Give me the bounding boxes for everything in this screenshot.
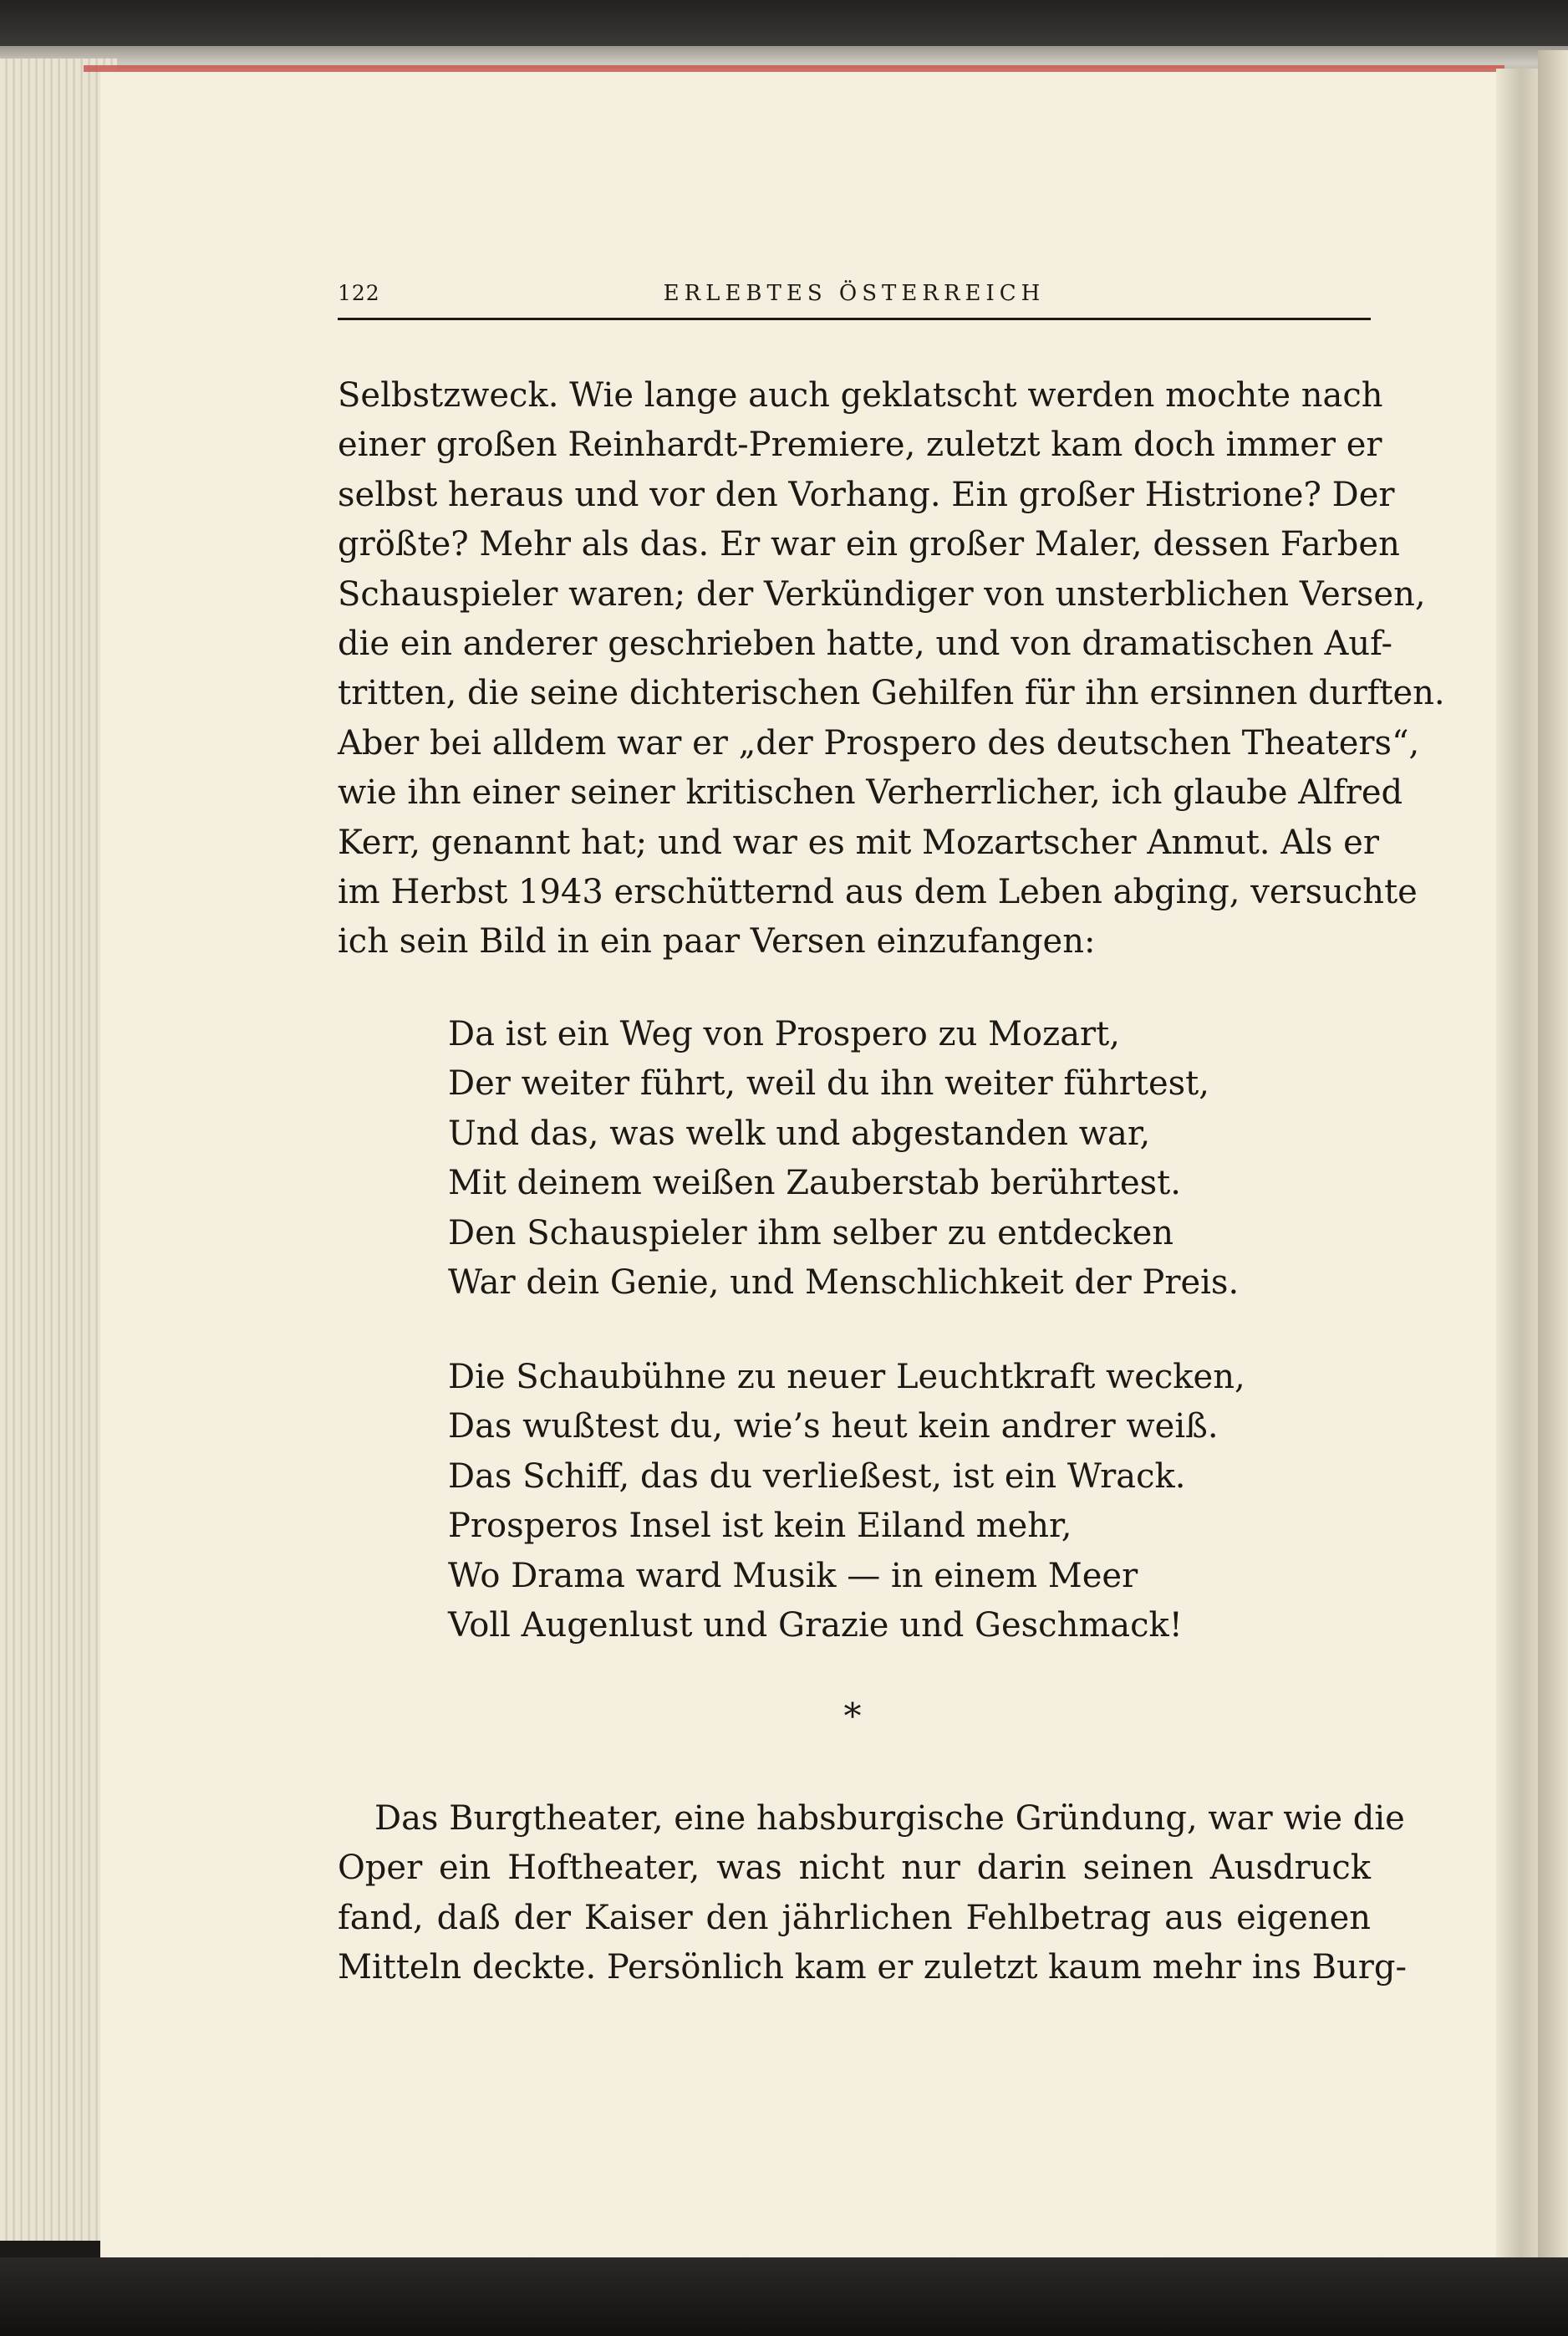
verse-line: Das wußtest du, wie’s heut kein andrer weiß. [448,1407,1219,1446]
text-line: Schauspieler waren; der Verkündiger von unsterblichen Versen, [338,574,1426,614]
text-line: Selbstzweck. Wie lange auch geklatscht werden mochte nach [338,376,1383,415]
red-page-edge [84,65,1504,72]
scan-background-bottom [0,2257,1568,2336]
verse-line: Wo Drama ward Musik — in einem Meer [448,1556,1138,1595]
text-line: Oper ein Hoftheater, was nicht nur darin seinen Ausdruck [338,1849,1371,1888]
text-line: wie ihn einer seiner kritischen Verherrlicher, ich glaube Alfred [338,773,1403,813]
paragraph-1 [338,371,1445,967]
verse-line: Den Schauspieler ihm selber zu entdecken [448,1213,1174,1252]
text-line: Aber bei alldem war er „der Prospero des deutschen Theaters“, [338,723,1420,763]
scan-background-top [0,0,1568,50]
text-line: die ein anderer geschrieben hatte, und von dramatischen Auf- [338,624,1393,663]
text-line: im Herbst 1943 erschütternd aus dem Leben abging, versuchte [338,872,1418,911]
text-line: Kerr, genannt hat; und war es mit Mozartscher Anmut. Als er [338,823,1379,862]
verse-line: Voll Augenlust und Grazie und Geschmack! [448,1605,1183,1645]
verse-line: Das Schiff, das du verließest, ist ein Wrack. [448,1456,1186,1496]
paragraph-2 [338,1794,1408,1993]
verse-line: Und das, was welk und abgestanden war, [448,1114,1151,1153]
text-line: Mitteln deckte. Persönlich kam er zuletzt kaum mehr ins Burg- [338,1948,1408,1987]
verse-line: Da ist ein Weg von Prospero zu Mozart, [448,1015,1120,1053]
text-line: ich sein Bild in ein paar Versen einzufangen: [338,922,1096,961]
text-line: einer großen Reinhardt-Premiere, zuletzt kam doch immer er [338,426,1382,465]
verse-line: Mit deinem weißen Zauberstab berührtest. [448,1164,1181,1203]
text-line: Das Burgtheater, eine habsburgische Gründung, war wie die [374,1799,1405,1838]
verse-line: Prosperos Insel ist kein Eiland mehr, [448,1507,1072,1546]
verse-line: Der weiter führt, weil du ihn weiter führtest, [448,1064,1209,1104]
section-separator-asterisk: * [843,1696,862,1737]
page-stack-edge [0,59,117,2241]
text-line: größte? Mehr als das. Er war ein großer Maler, dessen Farben [338,525,1400,564]
page-number: 122 [338,281,380,305]
text-line: fand, daß der Kaiser den jährlichen Fehlbetrag aus eigenen [338,1898,1371,1937]
poem-stanza-1 [448,1010,1367,1308]
running-head [338,281,1371,320]
text-line: tritten, die seine dichterischen Gehilfen für ihn ersinnen durften. [338,674,1445,713]
text-line: selbst heraus und vor den Vorhang. Ein großer Histrione? Der [338,475,1395,514]
running-head-title: ERLEBTES ÖSTERREICH [663,281,1046,306]
book-right-edge [1538,50,1568,2291]
verse-line: War dein Genie, und Menschlichkeit der Preis. [448,1262,1240,1302]
poem-stanza-2 [448,1353,1367,1650]
verse-line: Die Schaubühne zu neuer Leuchtkraft wecken, [448,1358,1245,1396]
